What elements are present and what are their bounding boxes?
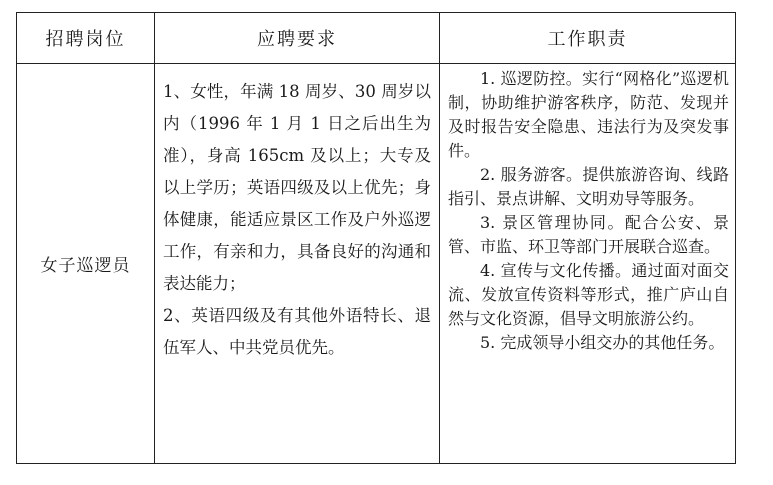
header-requirements: 应聘要求 (155, 13, 440, 64)
table-row (17, 64, 736, 464)
duties-cell (440, 64, 736, 464)
requirement-item: 1、女性，年满 18 周岁、30 周岁以内（1996 年 1 月 1 日之后出生为准），身高 165cm 及以上；大专及以上学历；英语四级及以上优先；身体健康，能适应景区工作及户外巡逻工作，有亲和力，具备良好的沟通和表达能力； (163, 82, 431, 293)
header-duties: 工作职责 (440, 13, 736, 64)
duty-item: 2. 服务游客。提供旅游咨询、线路指引、景点讲解、文明劝导等服务。 (448, 165, 729, 208)
requirement-item: 2、英语四级及有其他外语特长、退伍军人、中共党员优先。 (163, 306, 431, 357)
duty-item: 3. 景区管理协同。配合公安、景管、市监、环卫等部门开展联合巡查。 (448, 213, 729, 256)
duty-item: 5. 完成领导小组交办的其他任务。 (480, 333, 725, 352)
header-row (17, 13, 736, 64)
header-post: 招聘岗位 (17, 13, 155, 64)
duty-item: 4. 宣传与文化传播。通过面对面交流、发放宣传资料等形式，推广庐山自然与文化资源，倡导文明旅游公约。 (448, 261, 729, 328)
post-name: 女子巡逻员 (17, 64, 155, 464)
recruitment-table (16, 12, 736, 464)
requirements-cell (155, 64, 440, 464)
duty-item: 1. 巡逻防控。实行“网格化”巡逻机制，协助维护游客秩序，防范、发现并及时报告安全隐患、违法行为及突发事件。 (448, 69, 729, 160)
